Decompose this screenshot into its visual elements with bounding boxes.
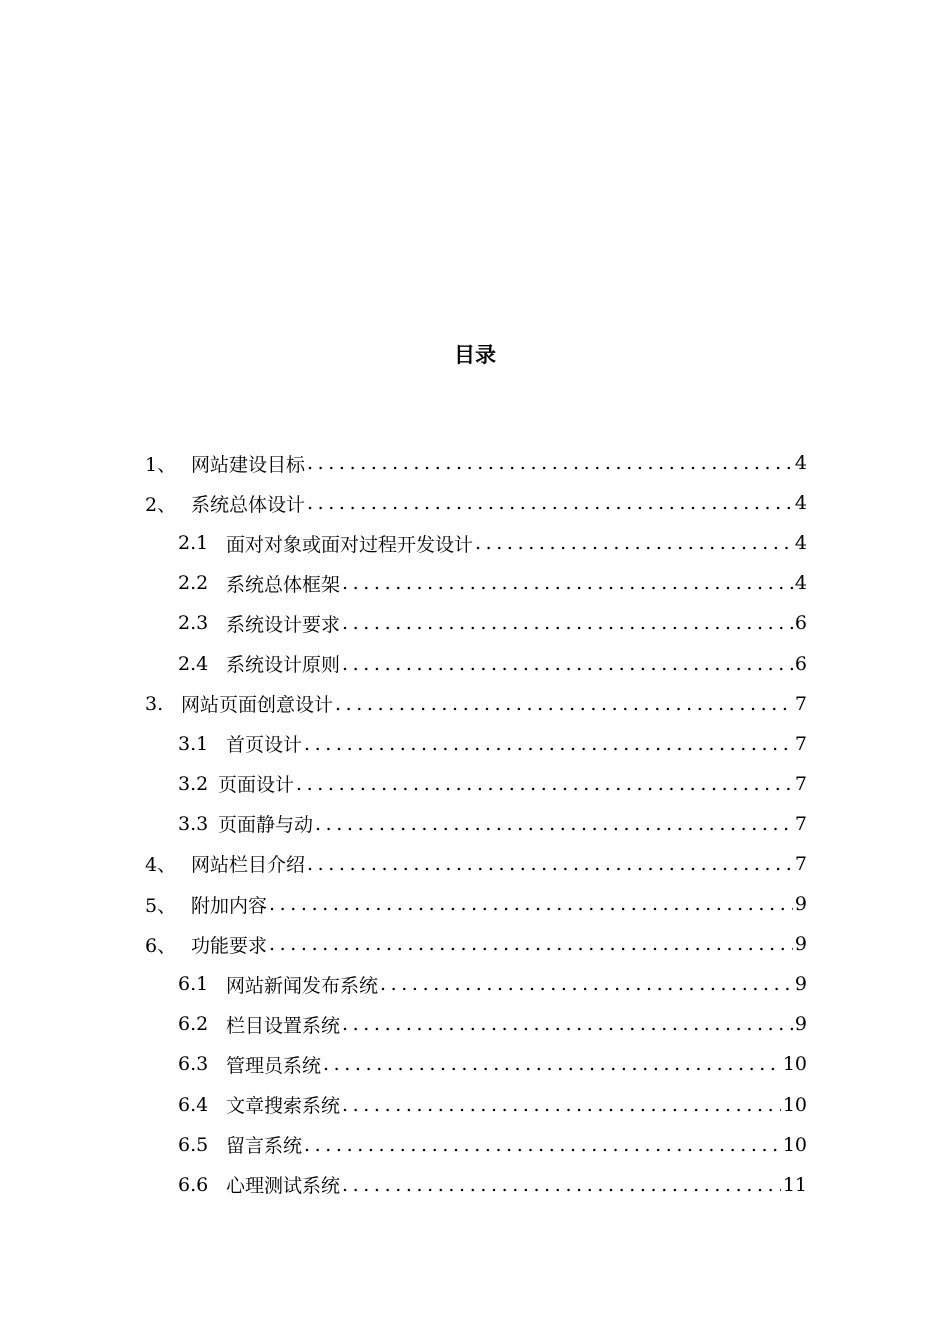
toc-dot-leader <box>323 1053 781 1075</box>
toc-entry-number: 2.1 <box>178 532 209 555</box>
toc-entry-title: 网站新闻发布系统 <box>226 974 379 997</box>
toc-entry-page: 4 <box>794 532 807 555</box>
toc-entry <box>145 804 807 844</box>
toc-entry-number: 6.1 <box>178 973 209 996</box>
toc-entry-page: 7 <box>794 772 807 795</box>
toc-entry <box>145 1125 807 1165</box>
toc-dot-leader <box>342 1174 781 1196</box>
toc-entry <box>145 523 807 563</box>
toc-dot-leader <box>335 693 793 715</box>
toc-entry-title: 首页设计 <box>226 734 303 757</box>
toc-dot-leader <box>269 893 793 915</box>
toc-entry <box>145 1004 807 1044</box>
toc-title: 目录 <box>454 343 496 367</box>
toc-entry-page: 10 <box>782 1053 807 1076</box>
toc-entry <box>145 1085 807 1125</box>
toc-dot-leader <box>342 1094 781 1116</box>
toc-entry <box>145 724 807 764</box>
toc-entry-title: 栏目设置系统 <box>226 1014 341 1037</box>
toc-entry <box>145 603 807 643</box>
toc-entry-page: 4 <box>794 492 807 515</box>
toc-entry-title: 系统总体设计 <box>191 493 306 516</box>
toc-entry-page: 11 <box>782 1173 807 1196</box>
toc-entry-page: 9 <box>794 933 807 956</box>
toc-entry-page: 7 <box>794 812 807 835</box>
toc-entry-page: 10 <box>782 1093 807 1116</box>
toc-entry-title: 网站建设目标 <box>191 453 306 476</box>
toc-entry-page: 10 <box>782 1133 807 1156</box>
toc-entry-number: 4、 <box>145 854 177 877</box>
toc-entry-title: 留言系统 <box>226 1135 303 1158</box>
toc-entry-number: 2.2 <box>178 572 209 595</box>
toc-dot-leader <box>304 1134 781 1156</box>
toc-entry-title: 心理测试系统 <box>226 1175 341 1198</box>
toc-entry-number: 6.2 <box>178 1013 209 1036</box>
toc-entry-number: 3. <box>145 692 164 715</box>
toc-entry-page: 4 <box>794 452 807 475</box>
toc-entry <box>145 684 807 724</box>
toc-entry <box>145 563 807 603</box>
toc-entry-number: 6.5 <box>178 1133 209 1156</box>
toc-entry-page: 7 <box>794 692 807 715</box>
toc-dot-leader <box>307 853 793 875</box>
toc-entry-page: 9 <box>794 893 807 916</box>
toc-entry-title: 文章搜索系统 <box>226 1095 341 1118</box>
toc-entry-title: 面对对象或面对过程开发设计 <box>226 533 474 556</box>
toc-entry-number: 3.2 <box>178 772 209 795</box>
toc-dot-leader <box>342 612 793 634</box>
toc-dot-leader <box>307 452 793 474</box>
toc-entry-number: 5、 <box>145 894 177 917</box>
toc-entry <box>145 443 807 483</box>
toc-entry <box>145 483 807 523</box>
toc-dot-leader <box>296 773 793 795</box>
toc-entry-number: 6.6 <box>178 1173 209 1196</box>
toc-entry-number: 6.3 <box>178 1053 209 1076</box>
toc-entry <box>145 764 807 804</box>
toc-entry-number: 3.3 <box>178 812 209 835</box>
toc-dot-leader <box>304 733 793 755</box>
toc-entry-page: 9 <box>794 973 807 996</box>
toc-entry <box>145 643 807 683</box>
toc-dot-leader <box>342 653 793 675</box>
toc-entry-title: 管理员系统 <box>226 1054 322 1077</box>
toc-entry-title: 系统设计要求 <box>226 613 341 636</box>
toc-entry-number: 2.3 <box>178 612 209 635</box>
toc-entry-title: 页面设计 <box>218 774 295 797</box>
toc-entry-number: 1、 <box>145 453 177 476</box>
toc-entry-number: 2.4 <box>178 652 209 675</box>
toc-entry <box>145 1044 807 1084</box>
toc-entry-number: 3.1 <box>178 732 209 755</box>
toc-dot-leader <box>475 532 793 554</box>
toc-entry <box>145 924 807 964</box>
toc-entry-title: 系统设计原则 <box>226 654 341 677</box>
toc-entry-title: 页面静与动 <box>218 814 314 837</box>
toc-entry-number: 6、 <box>145 934 177 957</box>
toc-entry-title: 网站页面创意设计 <box>181 694 334 717</box>
toc-entry <box>145 1165 807 1205</box>
toc-entry-page: 7 <box>794 732 807 755</box>
toc-entry-page: 6 <box>794 612 807 635</box>
toc-dot-leader <box>307 492 793 514</box>
toc-entry-page: 6 <box>794 652 807 675</box>
toc-dot-leader <box>315 813 793 835</box>
toc-dot-leader <box>342 572 793 594</box>
toc-dot-leader <box>342 1013 793 1035</box>
toc-entry-title: 功能要求 <box>191 934 268 957</box>
table-of-contents <box>145 443 807 1205</box>
toc-entry-number: 2、 <box>145 493 177 516</box>
toc-entry-number: 6.4 <box>178 1093 209 1116</box>
toc-entry-title: 附加内容 <box>191 894 268 917</box>
toc-dot-leader <box>269 933 793 955</box>
toc-entry-title: 系统总体框架 <box>226 573 341 596</box>
toc-entry <box>145 884 807 924</box>
toc-entry-page: 7 <box>794 852 807 875</box>
toc-entry-page: 9 <box>794 1013 807 1036</box>
toc-entry-page: 4 <box>794 572 807 595</box>
toc-entry-title: 网站栏目介绍 <box>191 854 306 877</box>
toc-dot-leader <box>380 973 793 995</box>
toc-entry <box>145 964 807 1004</box>
toc-entry <box>145 844 807 884</box>
